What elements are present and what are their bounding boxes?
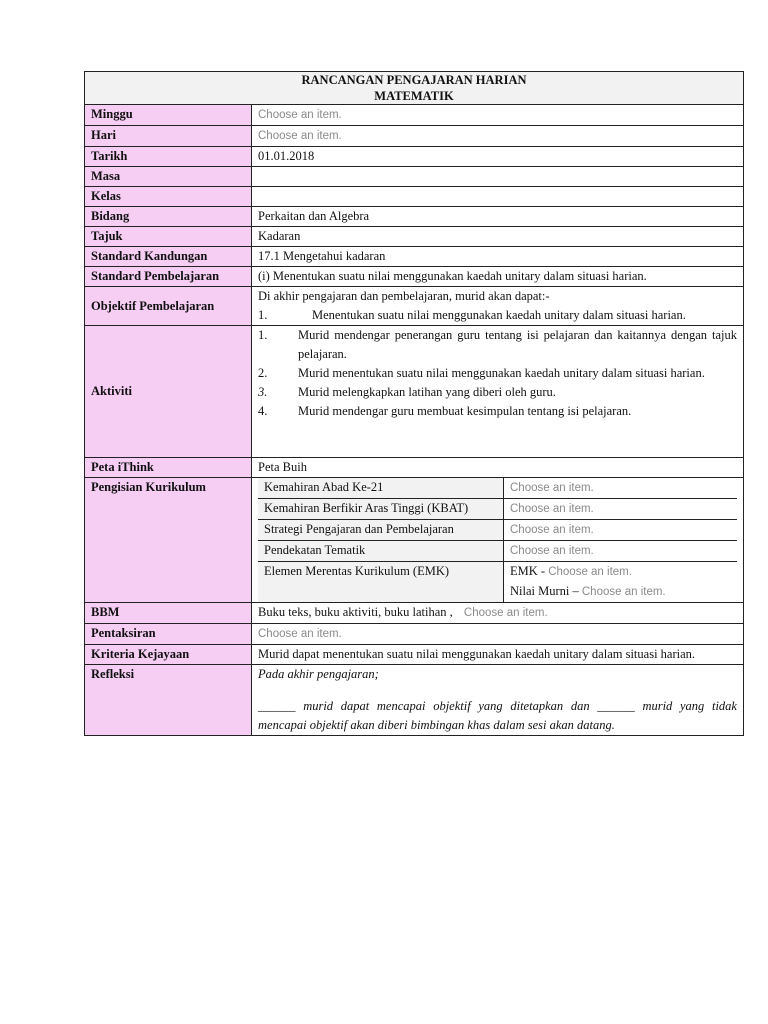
list-number: 4. [258, 404, 268, 418]
tarikh-value[interactable]: 01.01.2018 [252, 147, 744, 167]
list-text: Murid mendengar guru membuat kesimpulan tentang isi pelajaran. [298, 404, 632, 418]
nilai-murni-label: Nilai Murni – [510, 584, 579, 598]
row-kriteria-kejayaan [85, 645, 744, 665]
pengisian-key: Kemahiran Berfikir Aras Tinggi (KBAT) [258, 499, 504, 520]
row-pentaksiran [85, 624, 744, 645]
table-header [85, 72, 744, 105]
row-objektif [85, 287, 744, 326]
objektif-list [258, 306, 737, 325]
label-peta-ithink: Peta iThink [85, 458, 252, 478]
label-minggu: Minggu [85, 105, 252, 126]
list-item [258, 402, 737, 421]
nilai-murni-dropdown[interactable]: Choose an item. [581, 586, 666, 598]
label-pentaksiran: Pentaksiran [85, 624, 252, 645]
kbat-dropdown[interactable]: Choose an item. [510, 503, 594, 515]
table-row [258, 541, 737, 562]
standard-kandungan-value[interactable]: 17.1 Mengetahui kadaran [252, 247, 744, 267]
refleksi-line-2: ______ murid dapat mencapai objektif yang ditetapkan dan ______ murid yang tidak mencapai objektif akan diberi bimbingan khas dalam sesi akan datang. [258, 699, 737, 732]
pendekatan-dropdown[interactable]: Choose an item. [510, 545, 594, 557]
row-masa [85, 167, 744, 187]
list-text: Murid melengkapkan latihan yang diberi oleh guru. [298, 385, 556, 399]
refleksi-value[interactable] [252, 665, 744, 736]
row-peta-ithink [85, 458, 744, 478]
list-number: 3. [258, 385, 268, 399]
label-tajuk: Tajuk [85, 227, 252, 247]
title-line-1: RANCANGAN PENGAJARAN HARIAN [301, 73, 527, 87]
label-hari: Hari [85, 126, 252, 147]
bbm-value[interactable]: Buku teks, buku aktiviti, buku latihan , [258, 605, 453, 619]
label-objektif: Objektif Pembelajaran [85, 287, 252, 326]
objektif-value[interactable] [252, 287, 744, 326]
list-number: 2. [258, 366, 268, 380]
pengisian-key: Pendekatan Tematik [258, 541, 504, 562]
table-row [258, 520, 737, 541]
masa-value[interactable] [252, 167, 744, 187]
label-masa: Masa [85, 167, 252, 187]
kemahiran-abad-dropdown[interactable]: Choose an item. [510, 482, 594, 494]
list-text: Menentukan suatu nilai menggunakan kaedah unitary dalam situasi harian. [312, 308, 686, 322]
tajuk-value[interactable]: Kadaran [252, 227, 744, 247]
label-standard-pembelajaran: Standard Pembelajaran [85, 267, 252, 287]
pentaksiran-dropdown[interactable]: Choose an item. [258, 628, 342, 640]
list-item [258, 383, 737, 402]
label-refleksi: Refleksi [85, 665, 252, 736]
label-bbm: BBM [85, 603, 252, 624]
pengisian-subtable [258, 478, 737, 602]
row-pengisian-kurikulum [85, 478, 744, 603]
row-bbm [85, 603, 744, 624]
pengisian-key: Strategi Pengajaran dan Pembelajaran [258, 520, 504, 541]
list-text: Murid menentukan suatu nilai menggunakan kaedah unitary dalam situasi harian. [298, 366, 705, 380]
objektif-intro: Di akhir pengajaran dan pembelajaran, murid akan dapat:- [258, 289, 550, 303]
lesson-plan-table [84, 71, 744, 736]
row-standard-kandungan [85, 247, 744, 267]
list-number: 1. [258, 328, 268, 342]
row-standard-pembelajaran [85, 267, 744, 287]
emk-dropdown[interactable]: Choose an item. [548, 566, 632, 578]
bidang-value[interactable]: Perkaitan dan Algebra [252, 207, 744, 227]
standard-pembelajaran-value[interactable]: (i) Menentukan suatu nilai menggunakan kaedah unitary dalam situasi harian. [252, 267, 744, 287]
aktiviti-list [258, 326, 737, 421]
table-row [258, 562, 737, 603]
label-bidang: Bidang [85, 207, 252, 227]
title-line-2: MATEMATIK [374, 89, 454, 103]
table-row [258, 499, 737, 520]
pengisian-key: Elemen Merentas Kurikulum (EMK) [258, 562, 504, 603]
row-kelas [85, 187, 744, 207]
row-bidang [85, 207, 744, 227]
row-tajuk [85, 227, 744, 247]
label-standard-kandungan: Standard Kandungan [85, 247, 252, 267]
row-refleksi [85, 665, 744, 736]
list-text: Murid mendengar penerangan guru tentang isi pelajaran dan kaitannya dengan tajuk pelajaran. [298, 328, 737, 361]
row-hari [85, 126, 744, 147]
label-aktiviti: Aktiviti [85, 326, 252, 458]
label-kriteria-kejayaan: Kriteria Kejayaan [85, 645, 252, 665]
row-aktiviti [85, 326, 744, 458]
aktiviti-value[interactable] [252, 326, 744, 458]
row-minggu [85, 105, 744, 126]
refleksi-line-1: Pada akhir pengajaran; [258, 667, 379, 681]
list-item [258, 306, 737, 325]
pengisian-key: Kemahiran Abad Ke-21 [258, 478, 504, 499]
peta-ithink-value[interactable]: Peta Buih [252, 458, 744, 478]
list-item [258, 364, 737, 383]
list-item [258, 326, 737, 364]
table-row [258, 478, 737, 499]
hari-dropdown[interactable]: Choose an item. [258, 130, 342, 142]
label-kelas: Kelas [85, 187, 252, 207]
minggu-dropdown[interactable]: Choose an item. [258, 109, 342, 121]
bbm-dropdown[interactable]: Choose an item. [463, 607, 548, 619]
label-tarikh: Tarikh [85, 147, 252, 167]
kelas-value[interactable] [252, 187, 744, 207]
list-number: 1. [258, 308, 268, 322]
kriteria-value[interactable]: Murid dapat menentukan suatu nilai menggunakan kaedah unitary dalam situasi harian. [252, 645, 744, 665]
label-pengisian-kurikulum: Pengisian Kurikulum [85, 478, 252, 603]
emk-label: EMK - [510, 564, 546, 578]
strategi-dropdown[interactable]: Choose an item. [510, 524, 594, 536]
row-tarikh [85, 147, 744, 167]
